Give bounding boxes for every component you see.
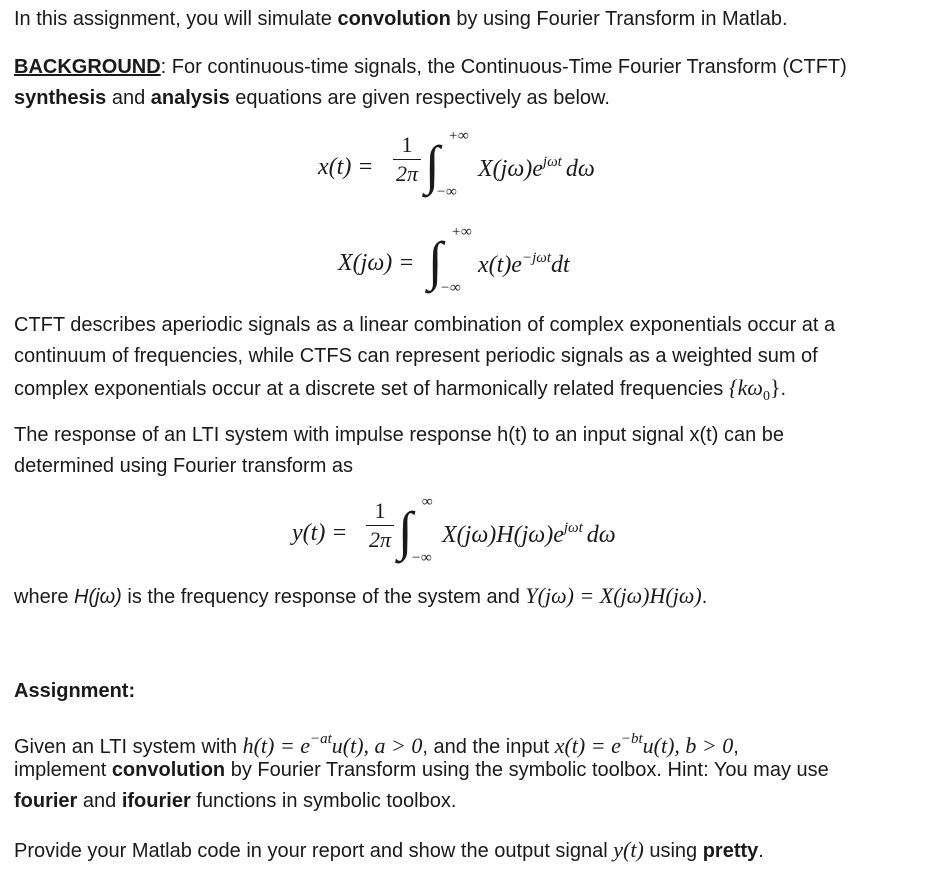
- equation-lhs: X(jω) =: [338, 250, 415, 276]
- ctft-paragraph-line-3: [14, 372, 914, 412]
- equation-lhs: x(t) =: [318, 154, 374, 180]
- analysis-bold: analysis: [150, 87, 230, 109]
- background-line-2: [14, 83, 914, 114]
- ctft-paragraph-line-2: continuum of frequencies, while CTFS can represent periodic signals as a weighted sum of: [14, 345, 818, 367]
- and-text: and: [106, 87, 151, 109]
- convolution-bold: convolution: [111, 759, 226, 781]
- fraction-denominator: 2π: [368, 527, 392, 552]
- frequency-response-symbol: H(jω): [74, 586, 122, 608]
- lti-paragraph-line-2: determined using Fourier transform as: [14, 455, 354, 477]
- output-spectrum-equation: Y(jω) = X(jω)H(jω): [525, 583, 702, 608]
- integrand-differential: dω: [565, 156, 595, 182]
- assignment-line4-end: .: [758, 840, 764, 862]
- input-signal-tail: u(t), b > 0: [642, 733, 734, 758]
- input-signal-base: x(t) = e: [554, 733, 621, 758]
- assignment-text-mid: using: [643, 840, 703, 862]
- integrand: [442, 520, 616, 549]
- assignment-text-mid: , and the input: [422, 736, 555, 758]
- integrand-base: x(t)e: [478, 252, 522, 278]
- assignment-text: Provide your Matlab code in your report and show the output signal: [14, 840, 614, 862]
- integral-lower-limit: −∞: [411, 550, 432, 566]
- equation-lhs: y(t) =: [292, 520, 348, 546]
- impulse-response-base: h(t) = e: [242, 733, 310, 758]
- input-signal-exponent: −bt: [620, 731, 643, 747]
- ctft-line3-end: .: [780, 378, 787, 400]
- background-heading: BACKGROUND: [14, 56, 161, 78]
- harmonic-set: [728, 375, 781, 404]
- integral-upper-limit: ∞: [422, 494, 433, 510]
- integrand-base: X(jω)e: [478, 156, 543, 182]
- integrand-base: X(jω)H(jω)e: [442, 522, 564, 548]
- harmonic-subscript: 0: [762, 389, 770, 404]
- harmonic-set-open: {kω: [728, 375, 763, 400]
- assignment-text: Given an LTI system with: [14, 736, 243, 758]
- integral-lower-limit: −∞: [436, 184, 457, 200]
- assignment-line1-end: ,: [733, 736, 739, 758]
- lti-paragraph-line-1: The response of an LTI system with impulse response h(t) to an input signal x(t) can be: [14, 424, 784, 446]
- intro-paragraph: [14, 4, 914, 35]
- fraction-numerator: 1: [401, 132, 413, 157]
- and-text: and: [77, 790, 122, 812]
- intro-bold-convolution: convolution: [337, 8, 451, 30]
- integrand-exponent: jωt: [542, 154, 562, 170]
- assignment-text-end: by Fourier Transform using the symbolic toolbox. Hint: You may use: [225, 759, 829, 781]
- integrand: [478, 154, 595, 183]
- impulse-response-exponent: −at: [309, 731, 332, 747]
- fraction-numerator: 1: [374, 498, 386, 523]
- background-text: : For continuous-time signals, the Continuous-Time Fourier Transform (CTFT): [160, 56, 847, 78]
- ctft-line3-text: complex exponentials occur at a discrete set of harmonically related frequencies: [14, 378, 729, 400]
- integral-upper-limit: +∞: [451, 224, 472, 240]
- fraction-denominator: 2π: [395, 161, 419, 186]
- where-end: .: [701, 586, 708, 608]
- background-text-end: equations are given respectively as below.: [229, 87, 610, 109]
- integral-lower-limit: −∞: [440, 280, 461, 296]
- integrand-exponent: jωt: [563, 520, 583, 536]
- intro-text: In this assignment, you will simulate: [14, 8, 338, 30]
- integrand-exponent: −jωt: [521, 250, 552, 266]
- ifourier-bold: ifourier: [121, 790, 191, 812]
- ctft-paragraph-line-1: CTFT describes aperiodic signals as a linear combination of complex exponentials occur at a: [14, 314, 836, 336]
- assignment-text: implement: [14, 759, 112, 781]
- synthesis-bold: synthesis: [14, 87, 107, 109]
- background-line-1: [14, 52, 914, 83]
- integrand-differential: dt: [551, 252, 570, 278]
- fraction: [393, 132, 421, 187]
- integral-upper-limit: +∞: [448, 128, 469, 144]
- integrand-differential: dω: [586, 522, 616, 548]
- where-text-mid: is the frequency response of the system and: [121, 586, 526, 608]
- assignment-line-3: [14, 786, 914, 817]
- integral-sign: ∫: [398, 501, 413, 561]
- where-text: where: [14, 586, 75, 608]
- fraction: [366, 498, 394, 553]
- integrand: [478, 250, 570, 279]
- assignment-heading-text: Assignment:: [14, 680, 136, 702]
- output-signal-math: y(t): [613, 837, 644, 862]
- integral-sign: ∫: [425, 135, 440, 195]
- assignment-line-4: [14, 834, 914, 867]
- assignment-heading: [14, 676, 914, 707]
- harmonic-set-close: }: [769, 375, 781, 400]
- pretty-bold: pretty: [702, 840, 759, 862]
- integral-sign: ∫: [428, 231, 443, 291]
- assignment-text-end: functions in symbolic toolbox.: [190, 790, 457, 812]
- fourier-bold: fourier: [14, 790, 78, 812]
- where-line: [14, 580, 914, 613]
- assignment-line-2: [14, 755, 914, 786]
- impulse-response-tail: u(t), a > 0: [331, 733, 423, 758]
- intro-text-end: by using Fourier Transform in Matlab.: [450, 8, 788, 30]
